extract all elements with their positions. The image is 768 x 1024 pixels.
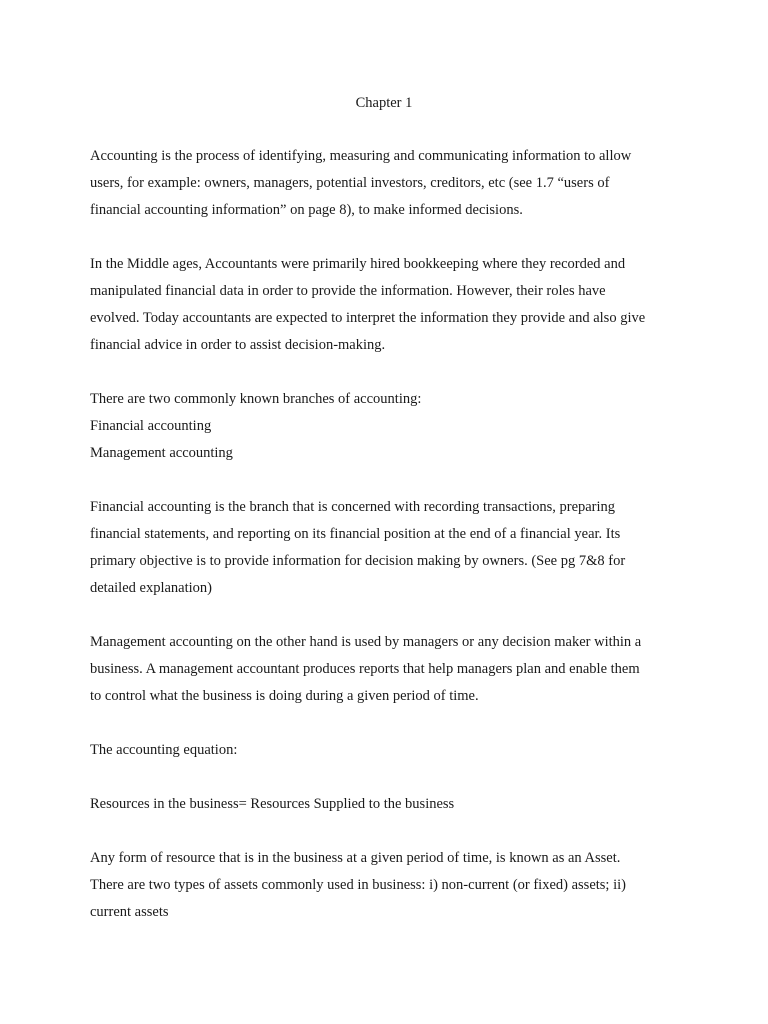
chapter-title: Chapter 1 [355, 95, 413, 111]
text-line: In the Middle ages, Accountants were primarily hired bookkeeping where they recorded and [90, 256, 626, 272]
paragraph-equation-heading [90, 737, 680, 764]
branch-item: Financial accounting [90, 418, 212, 434]
text-line: There are two commonly known branches of accounting: [90, 391, 422, 407]
paragraph-assets [90, 845, 680, 926]
text-line: Financial accounting is the branch that is concerned with recording transactions, preparing [90, 499, 616, 515]
paragraph-branches [90, 386, 680, 467]
text-line: evolved. Today accountants are expected to interpret the information they provide and also give [90, 310, 646, 326]
text-line: to control what the business is doing during a given period of time. [90, 688, 479, 704]
body-text [90, 143, 680, 926]
text-line: manipulated financial data in order to provide the information. However, their roles have [90, 283, 606, 299]
branch-item: Management accounting [90, 445, 233, 461]
paragraph-definition [90, 143, 680, 224]
text-line: business. A management accountant produces reports that help managers plan and enable them [90, 661, 640, 677]
paragraph-equation [90, 791, 680, 818]
paragraph-financial-accounting [90, 494, 680, 602]
accounting-equation: Resources in the business= Resources Supplied to the business [90, 796, 455, 812]
text-line: Any form of resource that is in the business at a given period of time, is known as an Asset. [90, 850, 621, 866]
text-line: current assets [90, 904, 169, 920]
text-line: There are two types of assets commonly used in business: i) non-current (or fixed) assets; ii) [90, 877, 626, 893]
text-line: financial advice in order to assist decision-making. [90, 337, 386, 353]
paragraph-management-accounting [90, 629, 680, 710]
text-line: Management accounting on the other hand is used by managers or any decision maker within a [90, 634, 642, 650]
text-line: detailed explanation) [90, 580, 212, 596]
text-line: primary objective is to provide information for decision making by owners. (See pg 7&8 for [90, 553, 626, 569]
paragraph-history [90, 251, 680, 359]
text-line: users, for example: owners, managers, potential investors, creditors, etc (see 1.7 “users of [90, 175, 610, 191]
text-line: The accounting equation: [90, 742, 238, 758]
text-line: financial accounting information” on page 8), to make informed decisions. [90, 202, 523, 218]
text-line: Accounting is the process of identifying, measuring and communicating information to allow [90, 148, 632, 164]
text-line: financial statements, and reporting on its financial position at the end of a financial year. Its [90, 526, 621, 542]
